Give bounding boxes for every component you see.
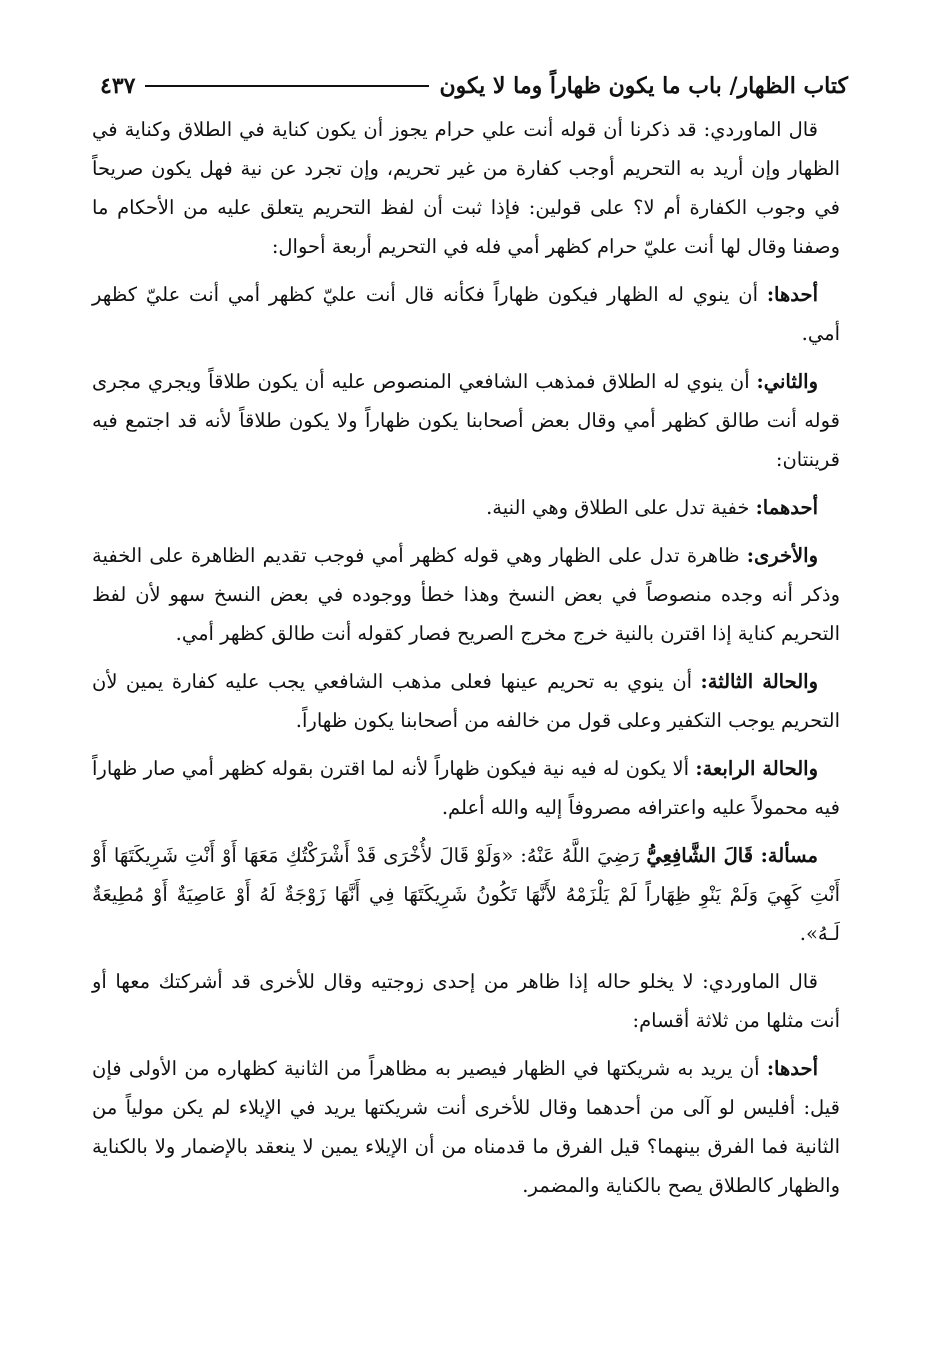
page-body xyxy=(92,110,840,1214)
paragraph-text: قال الماوردي: لا يخلو حاله إذا ظاهر من إحدى زوجتيه وقال للأخرى قد أشركتك معها أو أنت مثلها من ثلاثة أقسام: xyxy=(92,970,840,1032)
paragraph-lead: والحالة الثالثة: xyxy=(700,670,818,693)
paragraph-text: خفية تدل على الطلاق وهي النية. xyxy=(486,496,756,519)
paragraph xyxy=(92,488,840,527)
paragraph xyxy=(92,362,840,479)
paragraph-lead: أحدها: xyxy=(766,283,818,306)
page-number: ٤٣٧ xyxy=(100,73,136,99)
paragraph xyxy=(92,749,840,827)
paragraph xyxy=(92,536,840,653)
paragraph xyxy=(92,275,840,353)
paragraph-lead: أحدهما: xyxy=(755,496,818,519)
header-rule xyxy=(145,85,429,87)
paragraph-lead: والأخرى: xyxy=(746,544,818,567)
paragraph-text: أن ينوي به تحريم عينها فعلى مذهب الشافعي يجب عليه كفارة يمين لأن التحريم يوجب التكفير وعلى قول من خالفه من أصحابنا يكون ظهاراً. xyxy=(92,670,840,732)
paragraph-lead: أحدها: xyxy=(766,1057,818,1080)
paragraph xyxy=(92,662,840,740)
paragraph xyxy=(92,962,840,1040)
paragraph-text: أن يريد به شريكتها في الظهار فيصير به مظاهراً من الثانية كظهاره من الأولى فإن قيل: أفليس لو آلى من أحدهما وقال للأخرى أنت شريكتها يريد في الإيلاء لم يكن مولياً من الثانية فما الفرق بينهما؟ قيل الفرق ما قدمناه من أن الإيلاء يمين لا ينعقد بالإضمار ولا بالكناية والظهار كالطلاق يصح بالكناية والمضمر. xyxy=(92,1057,840,1197)
paragraph-text: ألا يكون له فيه نية فيكون ظهاراً لأنه لما اقترن بقوله كظهر أمي صار ظهاراً فيه محمولاً عليه واعترافه مصروفاً إليه والله أعلم. xyxy=(92,757,840,819)
paragraph-lead: والثاني: xyxy=(756,370,818,393)
paragraph-text: أن ينوي له الظهار فيكون ظهاراً فكأنه قال أنت عليّ كظهر أمي أنت عليّ كظهر أمي. xyxy=(92,283,840,345)
paragraph-text: رَضِيَ اللَّهُ عَنْهُ: «وَلَوْ قَالَ لأُخْرَى قَدْ أَشْرَكْتُكِ مَعَهَا أَوْ أَنْتِ شَرِيكَتَهَا أَوْ أَنْتِ كَهِيَ وَلَمْ يَنْوِ ظِهَاراً لَمْ يَلْزَمْهُ لأَنَّهَا تَكُونُ شَرِيكَتَهَا فِي أَنَّهَا زَوْجَةٌ لَهُ أَوْ عَاصِيَةٌ أَوْ مُطِيعَةٌ لَـهُ». xyxy=(92,844,840,945)
paragraph xyxy=(92,1049,840,1205)
paragraph xyxy=(92,836,840,953)
paragraph-text: ظاهرة تدل على الظهار وهي قوله كظهر أمي فوجب تقديم الظاهرة على الخفية وذكر أنه وجده منصوصاً في بعض النسخ وهذا خطأ ووجوده في بعض النسخ سهو لأن لفظ التحريم كناية إذا اقترن بالنية خرج مخرج الصريح فصار كقوله أنت طالق كظهر أمي. xyxy=(92,544,840,645)
running-header xyxy=(100,66,848,106)
running-title: كتاب الظهار/ باب ما يكون ظهاراً وما لا يكون xyxy=(439,73,848,99)
paragraph-text: أن ينوي له الطلاق فمذهب الشافعي المنصوص عليه أن يكون طلاقاً ويجري مجرى قوله أنت طالق كظهر أمي وقال بعض أصحابنا يكون ظهاراً ولا يكون طلاقاً لأنه قد اجتمع فيه قرينتان: xyxy=(92,370,840,471)
paragraph-lead: مسألة: قَالَ الشَّافِعِيُّ xyxy=(646,844,818,867)
paragraph xyxy=(92,110,840,266)
paragraph-lead: والحالة الرابعة: xyxy=(695,757,818,780)
paragraph-text: قال الماوردي: قد ذكرنا أن قوله أنت علي حرام يجوز أن يكون كناية في الطلاق وكناية في الظهار وإن أريد به التحريم أوجب كفارة من غير تحريم، وإن تجرد عن نية فهل يكون صريحاً في وجوب الكفارة أم لا؟ على قولين: فإذا ثبت أن لفظ التحريم يتعلق عليه من الأحكام ما وصفنا وقال لها أنت عليّ حرام كظهر أمي فله في التحريم أربعة أحوال: xyxy=(92,118,840,258)
